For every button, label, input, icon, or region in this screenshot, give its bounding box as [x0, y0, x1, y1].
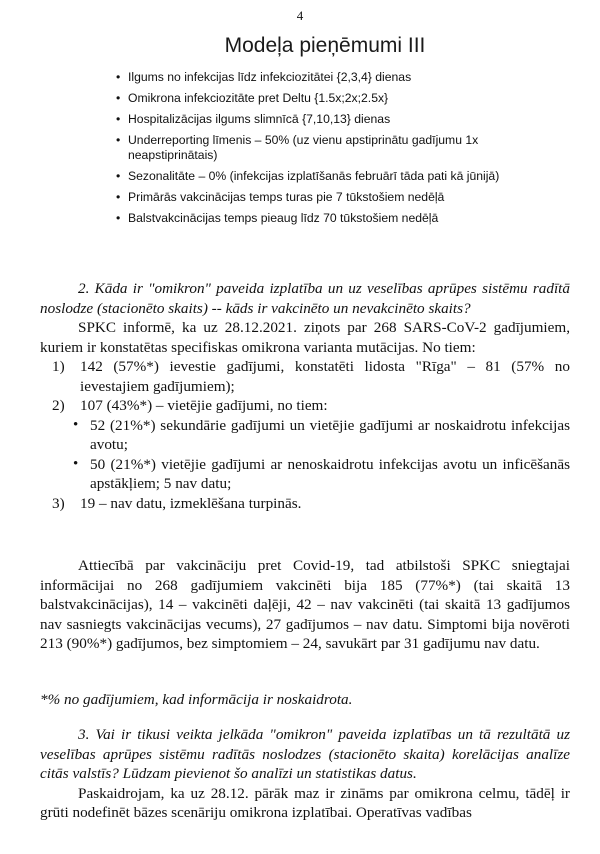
local-cases-subitem [40, 455, 570, 494]
bullet-icon: • [73, 416, 79, 433]
assumption-item: • Primārās vakcinācijas temps turas pie 7 tūkstošiem nedēļā [118, 190, 600, 205]
subitem-text: 50 (21%*) vietējie gadījumi ar nenoskaidrotu infekcijas avotu un inficēšanās apstākļiem; 5 nav datu; [90, 455, 570, 492]
question-2-intro: SPKC informē, ka uz 28.12.2021. ziņots par 268 SARS-CoV-2 gadījumiem, kuriem ir konstatētas specifiskas omikrona varianta mutācijas. No tiem: [40, 319, 570, 356]
list-item-text: 107 (43%*) – vietējie gadījumi, no tiem: [80, 397, 328, 414]
assumption-item: • Balstvakcinācijas temps pieaug līdz 70 tūkstošiem nedēļā [118, 211, 600, 226]
question-3-section [40, 725, 570, 823]
question-3-text: 3. Vai ir tikusi veikta jelkāda "omikron" paveida izplatības un tā rezultātā uz veselības aprūpes sistēmu radītās noslodzes (stacionēto skaita) korelācijas analīze citās valstīs? Lūdzam pievienot šo analīzi un statistikas datus. [40, 726, 570, 782]
cases-list-item [40, 494, 570, 514]
cases-list-item [40, 396, 570, 416]
subitem-text: 52 (21%*) sekundārie gadījumi un vietējie gadījumi ar noskaidrotu infekcijas avotu; [90, 416, 570, 453]
vaccination-section [40, 556, 570, 654]
bullet-icon: • [73, 455, 79, 472]
footnote: *% no gadījumiem, kad informācija ir noskaidrota. [40, 691, 353, 708]
local-cases-subitem [40, 416, 570, 455]
footnote-section [40, 690, 570, 710]
question-3-answer: Paskaidrojam, ka uz 28.12. pārāk maz ir zināms par omikrona celmu, tādēļ ir grūti nodefinēt bāzes scenāriju omikrona izplatībai. Operatīvas vadības [40, 784, 570, 821]
list-item-text: 19 – nav datu, izmeklēšana turpinās. [80, 494, 302, 512]
cases-list-item [40, 357, 570, 396]
model-assumptions-slide [0, 30, 600, 232]
question-2-text: 2. Kāda ir "omikron" paveida izplatība un uz veselības aprūpes sistēmu radītā noslodze (stacionēto skaits) -- kāds ir vakcinēto un nevakcinēto skaits? [40, 280, 570, 317]
list-number: 1) [52, 358, 65, 375]
cases-list [40, 357, 570, 513]
list-number: 2) [52, 397, 65, 414]
page-number: 4 [296, 8, 304, 23]
assumptions-list [0, 70, 600, 226]
vaccination-paragraph: Attiecībā par vakcināciju pret Covid-19, tad atbilstoši SPKC sniegtajai informācijai no 268 gadījumiem vakcinēti bija 185 (77%*) (tai skaitā 13 balstvakcinācijas), 14 – vakcinēti daļēji, 42 – nav vakcinēti (tai skaitā 13 gadījumos nav sasniegts vakcinācijas vecums), 27 gadījumos – nav datu. Simptomi bija novēroti 213 (90%*) gadījumos, bez simptomiem – 24, savukārt par 31 gadījumu nav datu. [40, 557, 570, 652]
assumption-item: • Hospitalizācijas ilgums slimnīcā {7,10,13} dienas [118, 112, 600, 127]
list-item-text: 142 (57%*) ievestie gadījumi, konstatēti lidosta "Rīga" – 81 (57% no ievestajiem gadījumiem); [80, 358, 570, 395]
assumption-item: • Ilgums no infekcijas līdz infekciozitātei {2,3,4} dienas [118, 70, 600, 85]
assumption-item: • Omikrona infekciozitāte pret Deltu {1.5x;2x;2.5x} [118, 91, 600, 106]
assumption-item: • Underreporting līmenis – 50% (uz vienu apstiprinātu gadījumu 1x neapstiprinātais) [118, 133, 600, 163]
slide-title: Modeļa pieņēmumi III [224, 34, 426, 57]
list-number: 3) [52, 494, 65, 512]
assumption-item: • Sezonalitāte – 0% (infekcijas izplatīšanās februārī tāda pati kā jūnijā) [118, 169, 600, 184]
question-2-section [40, 279, 570, 513]
